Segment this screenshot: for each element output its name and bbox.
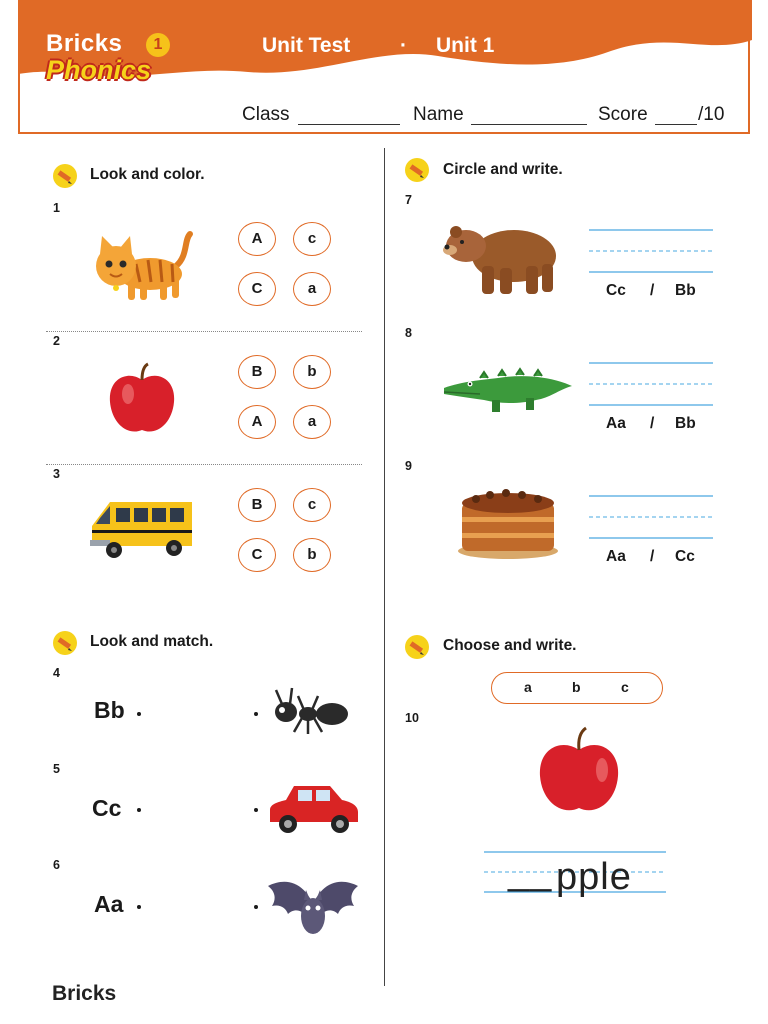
question-number: 8 xyxy=(405,326,412,340)
choice-option-a[interactable]: Aa xyxy=(606,548,626,565)
apple-picture xyxy=(534,726,624,818)
section-title-circle-and-write: Circle and write. xyxy=(443,161,563,178)
match-dot-right[interactable] xyxy=(254,808,258,812)
match-dot-right[interactable] xyxy=(254,712,258,716)
column-divider xyxy=(384,148,385,986)
pencil-icon xyxy=(52,163,78,189)
letter-circle[interactable]: c xyxy=(293,222,331,256)
cat-picture xyxy=(88,226,194,306)
name-field-line[interactable] xyxy=(471,124,587,125)
score-field-line[interactable] xyxy=(655,124,697,125)
unit-title: Unit 1 xyxy=(436,34,495,57)
writing-lines[interactable] xyxy=(589,228,713,274)
score-label: Score xyxy=(598,104,648,125)
choice-option-b[interactable]: Bb xyxy=(675,415,696,432)
choice-option-a[interactable]: Aa xyxy=(606,415,626,432)
pencil-icon xyxy=(52,630,78,656)
writing-lines[interactable] xyxy=(589,361,713,407)
pencil-icon xyxy=(404,157,430,183)
question-number: 4 xyxy=(53,666,60,680)
footer-logo: Bricks xyxy=(52,982,117,1005)
page-title: Unit Test xyxy=(262,34,351,57)
letter-circle[interactable]: C xyxy=(238,538,276,572)
letter-circle[interactable]: b xyxy=(293,355,331,389)
match-dot-left[interactable] xyxy=(137,905,141,909)
pencil-icon xyxy=(404,634,430,660)
crocodile-picture xyxy=(440,364,576,418)
name-label: Name xyxy=(413,104,464,125)
question-number: 3 xyxy=(53,467,60,481)
choice-slash: / xyxy=(650,282,655,299)
choice-option-a[interactable]: Cc xyxy=(606,282,626,299)
section-title-choose-and-write: Choose and write. xyxy=(443,637,577,654)
letter-circle[interactable]: a xyxy=(293,405,331,439)
section-title-look-and-match: Look and match. xyxy=(90,633,214,650)
letter-circle[interactable]: c xyxy=(293,488,331,522)
question-number: 9 xyxy=(405,459,412,473)
bear-picture xyxy=(442,220,562,300)
cake-picture xyxy=(456,487,560,561)
letter-circle[interactable]: A xyxy=(238,405,276,439)
bus-picture xyxy=(88,496,196,566)
choice-slash: / xyxy=(650,415,655,432)
question-number: 2 xyxy=(53,334,60,348)
question-number: 5 xyxy=(53,762,60,776)
choice-option-b[interactable]: Bb xyxy=(675,282,696,299)
match-letter: Aa xyxy=(94,891,124,917)
question-number: 10 xyxy=(405,711,419,725)
question-number: 7 xyxy=(405,193,412,207)
class-label: Class xyxy=(242,104,290,125)
word-bank-letter[interactable]: a xyxy=(524,679,532,695)
word-bank-letter[interactable]: c xyxy=(621,679,629,695)
match-dot-left[interactable] xyxy=(137,712,141,716)
question-number: 1 xyxy=(53,201,60,215)
word-bank-letter[interactable]: b xyxy=(572,679,581,695)
logo-bricks: Bricks xyxy=(46,30,123,57)
match-dot-right[interactable] xyxy=(254,905,258,909)
logo-phonics: Phonics xyxy=(46,55,152,85)
match-dot-left[interactable] xyxy=(137,808,141,812)
match-letter: Cc xyxy=(92,795,122,821)
letter-circle[interactable]: C xyxy=(238,272,276,306)
choice-slash: / xyxy=(650,548,655,565)
car-picture xyxy=(264,780,362,838)
letter-circle[interactable]: B xyxy=(238,488,276,522)
letter-circle[interactable]: a xyxy=(293,272,331,306)
dotted-divider xyxy=(46,331,362,332)
writing-lines[interactable] xyxy=(589,494,713,540)
choice-option-b[interactable]: Cc xyxy=(675,548,695,565)
section-title-look-and-color: Look and color. xyxy=(90,166,205,183)
apple-picture xyxy=(104,362,180,438)
letter-circle[interactable]: b xyxy=(293,538,331,572)
letter-circle[interactable]: B xyxy=(238,355,276,389)
question-number: 6 xyxy=(53,858,60,872)
word-blank[interactable]: __ xyxy=(508,851,553,893)
ant-picture xyxy=(268,686,352,736)
word-rest: pple xyxy=(556,856,632,898)
logo-level-badge: 1 xyxy=(146,33,170,57)
class-field-line[interactable] xyxy=(298,124,400,125)
title-separator: · xyxy=(400,34,407,57)
match-letter: Bb xyxy=(94,697,125,723)
score-total: /10 xyxy=(698,104,725,125)
bat-picture xyxy=(266,874,360,940)
letter-circle[interactable]: A xyxy=(238,222,276,256)
dotted-divider xyxy=(46,464,362,465)
